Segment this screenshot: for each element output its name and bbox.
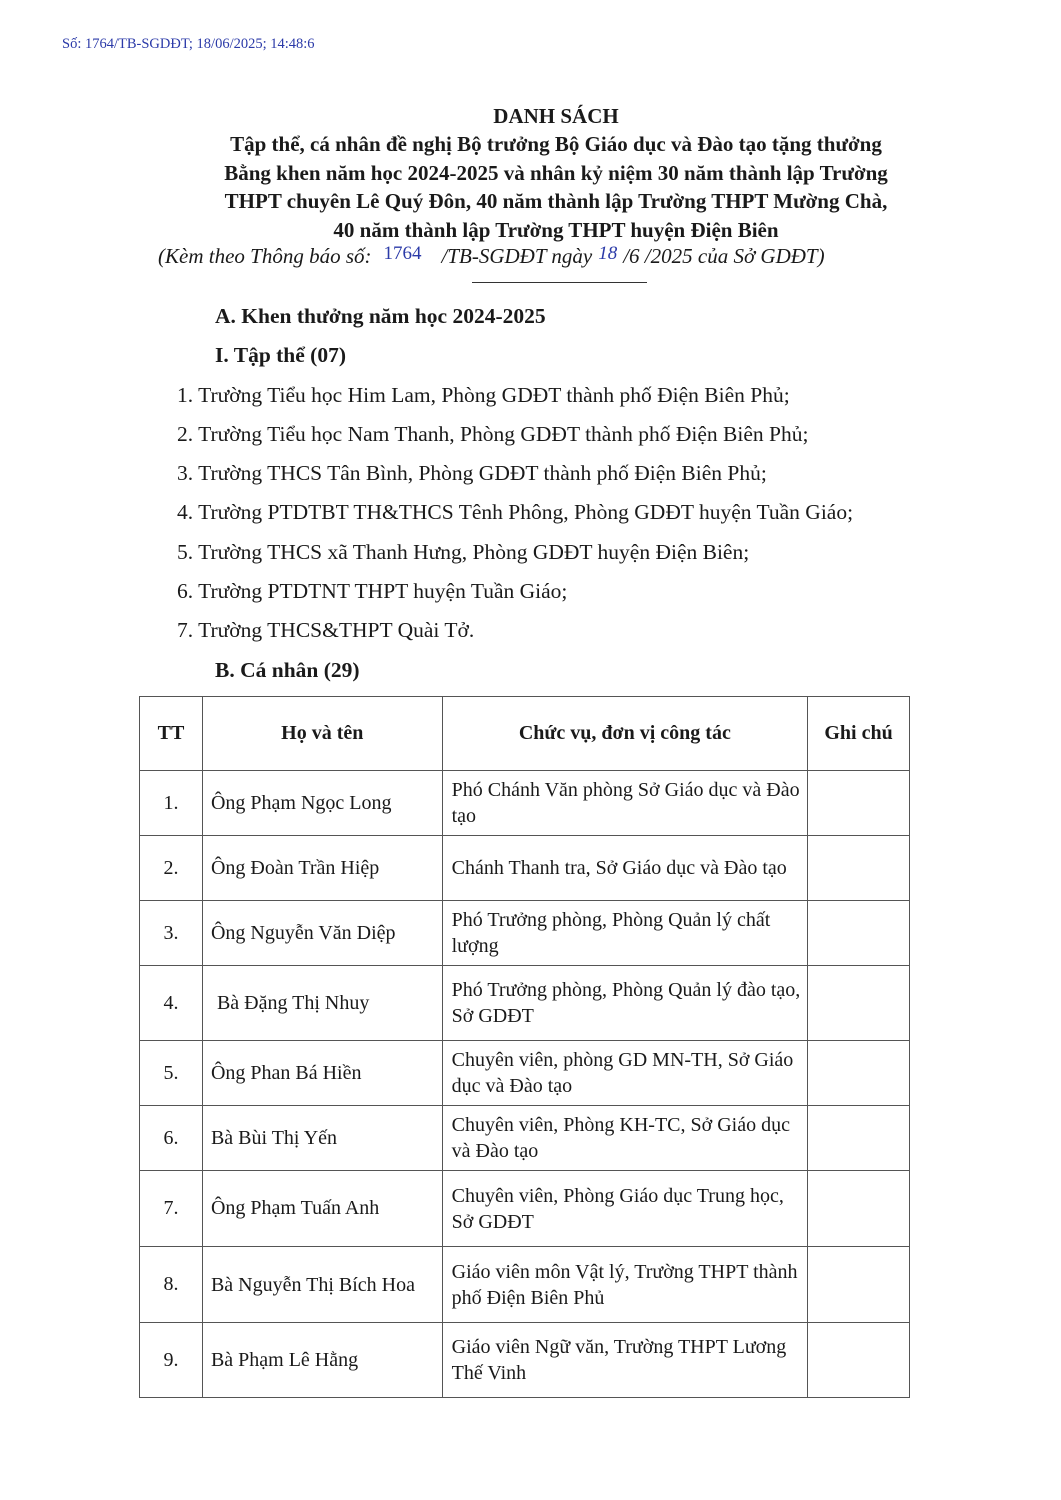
- individuals-table: [139, 696, 910, 1398]
- title-line-4: 40 năm thành lập Trường THPT huyện Điện Biên: [333, 217, 779, 242]
- header-position: Chức vụ, đơn vị công tác: [442, 697, 807, 771]
- attachment-day: 18: [598, 243, 618, 264]
- table-row: [140, 901, 910, 966]
- collective-item: 7. Trường THCS&THPT Quài Tở.: [177, 618, 475, 642]
- row-note: [808, 966, 910, 1041]
- row-position: Phó Trưởng phòng, Phòng Quản lý chất lượng: [442, 901, 807, 966]
- collective-item: 6. Trường PTDTNT THPT huyện Tuần Giáo;: [177, 579, 568, 603]
- collective-item: 1. Trường Tiểu học Him Lam, Phòng GDĐT thành phố Điện Biên Phủ;: [177, 383, 790, 407]
- table-row: [140, 771, 910, 836]
- header-name: Họ và tên: [202, 697, 442, 771]
- title-line-1: Tập thể, cá nhân đề nghị Bộ trưởng Bộ Giáo dục và Đào tạo tặng thưởng: [230, 132, 882, 156]
- row-name: Ông Phạm Tuấn Anh: [202, 1171, 442, 1247]
- row-position: Phó Trưởng phòng, Phòng Quản lý đào tạo, Sở GDĐT: [442, 966, 807, 1041]
- row-name: Ông Phạm Ngọc Long: [202, 771, 442, 836]
- row-note: [808, 1106, 910, 1171]
- section-i-heading: I. Tập thể (07): [215, 343, 347, 367]
- row-tt: 9.: [140, 1323, 203, 1398]
- table-header-row: [140, 697, 910, 771]
- row-position: Giáo viên môn Vật lý, Trường THPT thành phố Điện Biên Phủ: [442, 1247, 807, 1323]
- attachment-number: 1764: [383, 243, 422, 264]
- document-stamp: Số: 1764/TB-SGDĐT; 18/06/2025; 14:48:6: [62, 36, 315, 52]
- row-note: [808, 1323, 910, 1398]
- row-position: Chánh Thanh tra, Sở Giáo dục và Đào tạo: [442, 836, 807, 901]
- collective-item: 5. Trường THCS xã Thanh Hưng, Phòng GDĐT huyện Điện Biên;: [177, 540, 750, 564]
- collective-item: 4. Trường PTDTBT TH&THCS Tênh Phông, Phòng GDĐT huyện Tuần Giáo;: [177, 500, 854, 524]
- header-note: Ghi chú: [808, 697, 910, 771]
- attachment-note: [158, 244, 825, 269]
- row-position: Chuyên viên, phòng GD MN-TH, Sở Giáo dục và Đào tạo: [442, 1041, 807, 1106]
- section-a-heading: A. Khen thưởng năm học 2024-2025: [215, 304, 546, 328]
- document-title: DANH SÁCH: [493, 104, 619, 128]
- row-tt: 1.: [140, 771, 203, 836]
- header-tt: TT: [140, 697, 203, 771]
- row-position: Giáo viên Ngữ văn, Trường THPT Lương Thế Vinh: [442, 1323, 807, 1398]
- row-name: Bà Phạm Lê Hằng: [202, 1323, 442, 1398]
- row-note: [808, 901, 910, 966]
- row-name: Bà Bùi Thị Yến: [202, 1106, 442, 1171]
- title-line-3: THPT chuyên Lê Quý Đôn, 40 năm thành lập Trường THPT Mường Chà,: [224, 189, 888, 213]
- table-row: [140, 1323, 910, 1398]
- row-note: [808, 1171, 910, 1247]
- row-name: Bà Nguyễn Thị Bích Hoa: [202, 1247, 442, 1323]
- row-tt: 8.: [140, 1247, 203, 1323]
- row-tt: 5.: [140, 1041, 203, 1106]
- table-row: [140, 1171, 910, 1247]
- attachment-middle: /TB-SGDĐT ngày: [441, 244, 593, 268]
- row-note: [808, 1041, 910, 1106]
- row-note: [808, 771, 910, 836]
- row-tt: 7.: [140, 1171, 203, 1247]
- collective-item: 2. Trường Tiểu học Nam Thanh, Phòng GDĐT thành phố Điện Biên Phủ;: [177, 422, 809, 446]
- table-row: [140, 1041, 910, 1106]
- collective-item: 3. Trường THCS Tân Bình, Phòng GDĐT thành phố Điện Biên Phủ;: [177, 461, 767, 485]
- row-position: Phó Chánh Văn phòng Sở Giáo dục và Đào tạo: [442, 771, 807, 836]
- table-row: [140, 966, 910, 1041]
- attachment-prefix: (Kèm theo Thông báo số:: [158, 244, 372, 268]
- table-row: [140, 1247, 910, 1323]
- row-tt: 3.: [140, 901, 203, 966]
- row-note: [808, 836, 910, 901]
- title-block: [0, 102, 1061, 244]
- row-position: Chuyên viên, Phòng Giáo dục Trung học, Sở GDĐT: [442, 1171, 807, 1247]
- row-note: [808, 1247, 910, 1323]
- row-tt: 2.: [140, 836, 203, 901]
- section-b-heading: B. Cá nhân (29): [215, 658, 360, 682]
- row-name: Ông Đoàn Trần Hiệp: [202, 836, 442, 901]
- attachment-suffix: /6 /2025 của Sở GDĐT): [623, 244, 825, 268]
- row-name: Ông Phan Bá Hiền: [202, 1041, 442, 1106]
- row-tt: 6.: [140, 1106, 203, 1171]
- title-underline: [472, 282, 647, 283]
- row-tt: 4.: [140, 966, 203, 1041]
- table-row: [140, 836, 910, 901]
- row-name: Ông Nguyễn Văn Diệp: [202, 901, 442, 966]
- row-position: Chuyên viên, Phòng KH-TC, Sở Giáo dục và Đào tạo: [442, 1106, 807, 1171]
- row-name: Bà Đặng Thị Nhuy: [202, 966, 442, 1041]
- title-line-2: Bằng khen năm học 2024-2025 và nhân kỷ niệm 30 năm thành lập Trường: [224, 160, 888, 185]
- table-row: [140, 1106, 910, 1171]
